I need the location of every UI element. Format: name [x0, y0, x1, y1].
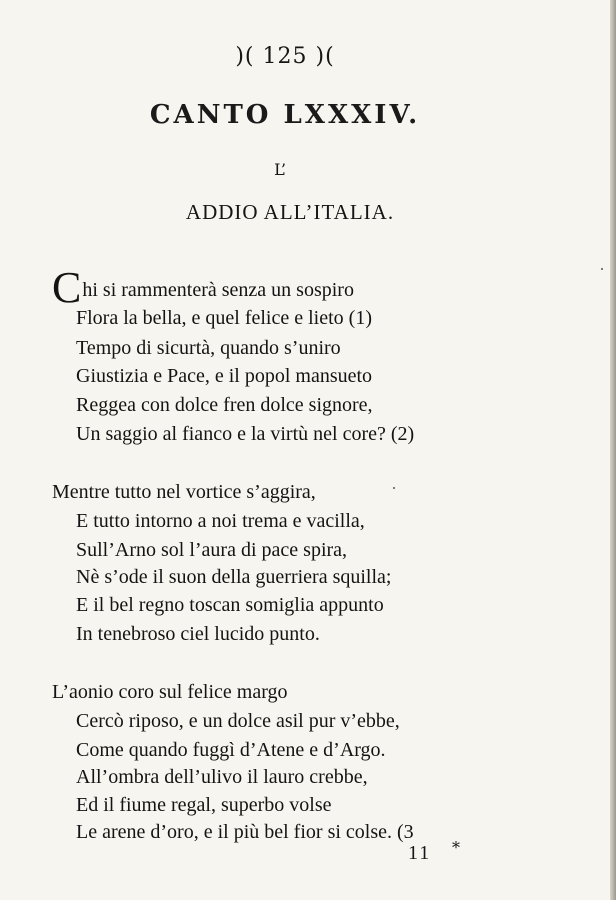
page-edge [610, 0, 616, 900]
poem-line: Reggea con dolce fren dolce signore, [76, 394, 373, 416]
poem-line: Le arene d’oro, e il più bel fior si colse. (3 [76, 821, 414, 843]
poem-line: Sull’Arno sol l’aura di pace spira, [76, 539, 348, 561]
poem-line [52, 263, 354, 312]
line-text: hi si rammenterà senza un sospiro [82, 279, 354, 301]
poem-line: Cercò riposo, e un dolce asil pur v’ebbe, [76, 710, 400, 732]
poem-title: ADDIO ALL’ITALIA. [185, 200, 395, 224]
poem-line: All’ombra dell’ulivo il lauro crebbe, [76, 766, 368, 788]
poem-line: Come quando fuggì d’Atene e d’Argo. [76, 739, 386, 761]
poem-line: Giustizia e Pace, e il popol mansueto [76, 365, 373, 387]
page-number: )( 125 )( [235, 44, 335, 69]
poem-line: L’aonio coro sul felice margo [52, 681, 288, 703]
poem-line: Tempo di sicurtà, quando s’uniro [76, 337, 341, 359]
poem-line: Nè s’ode il suon della guerriera squilla; [76, 566, 392, 588]
drop-cap: C [52, 263, 82, 312]
poem-line: Flora la bella, e quel felice e lieto (1) [76, 307, 372, 329]
poem-line: Mentre tutto nel vortice s’aggira, [52, 481, 316, 503]
poem-line: Ed il fiume regal, superbo volse [76, 794, 332, 816]
star-mark: * [452, 838, 460, 857]
print-speck [393, 487, 395, 489]
poem-line: Un saggio al fianco e la virtù nel core? (2) [76, 423, 415, 445]
signature-mark: 11 [408, 842, 432, 864]
title-article: L’ [274, 160, 286, 179]
canto-title: CANTO LXXXIV. [149, 100, 421, 130]
poem-line: In tenebroso ciel lucido punto. [76, 623, 320, 645]
poem-line: E il bel regno toscan somiglia appunto [76, 594, 384, 616]
print-speck [601, 268, 603, 270]
poem-line: E tutto intorno a noi trema e vacilla, [76, 510, 365, 532]
